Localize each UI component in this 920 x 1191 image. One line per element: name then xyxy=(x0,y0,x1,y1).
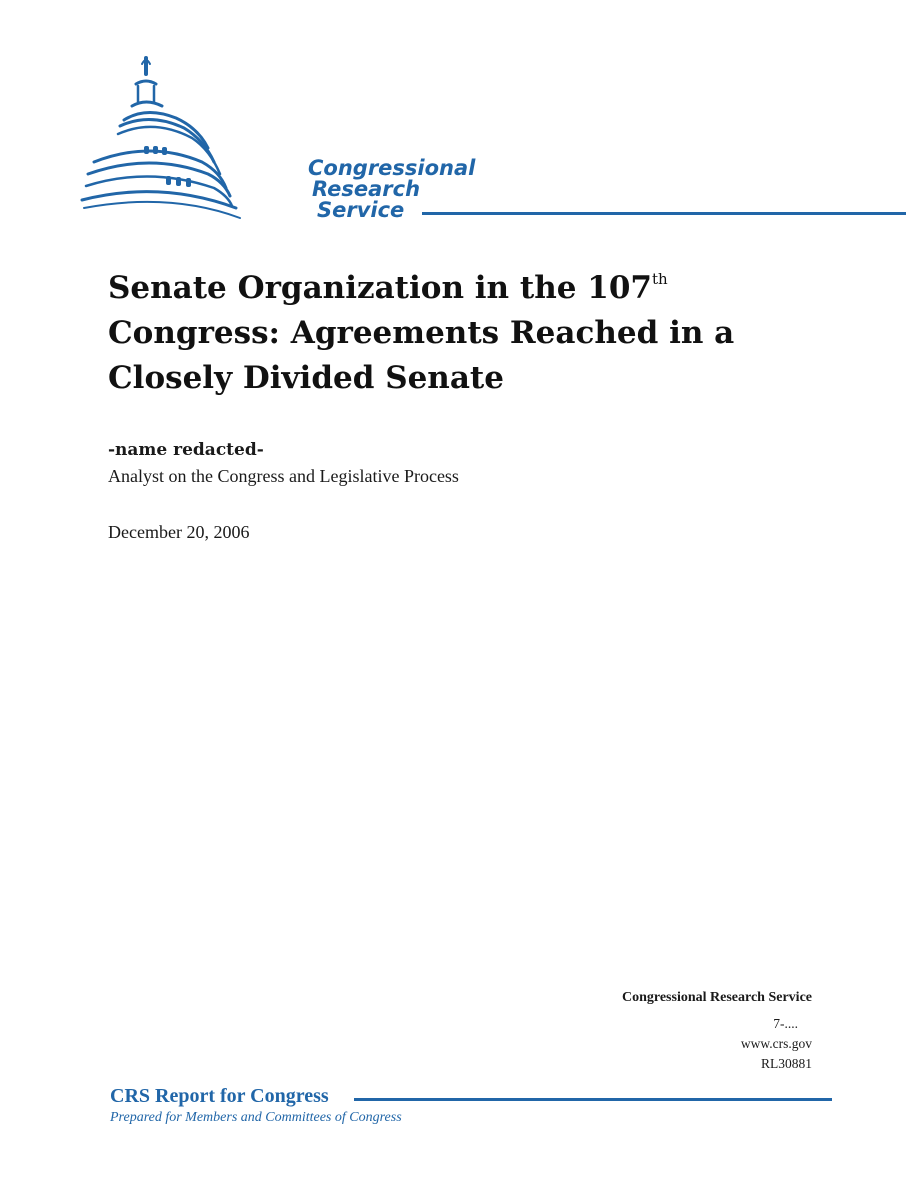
logo-text-line1: Congressional xyxy=(308,156,476,180)
crs-phone: 7-.... xyxy=(773,1016,798,1031)
crs-logo xyxy=(80,50,840,230)
publication-date: December 20, 2006 xyxy=(108,522,250,542)
author-role: Analyst on the Congress and Legislative Process xyxy=(108,466,459,486)
title-superscript: th xyxy=(651,270,668,288)
footer-rule xyxy=(354,1098,832,1101)
title-part1: Senate Organization in the 107 xyxy=(108,270,652,306)
capitol-dome-icon xyxy=(80,50,310,230)
document-title xyxy=(108,266,828,401)
logo-rule xyxy=(422,212,906,215)
author-name: -name redacted- xyxy=(108,440,264,460)
footer-title: CRS Report for Congress xyxy=(110,1085,329,1107)
report-number: RL30881 xyxy=(760,1056,812,1071)
logo-text-line2: Research xyxy=(312,177,421,201)
crs-name: Congressional Research Service xyxy=(621,990,812,1005)
logo-text-line3: Service xyxy=(317,198,405,222)
crs-url[interactable]: www.crs.gov xyxy=(740,1036,812,1051)
crs-info-block xyxy=(622,990,812,1074)
footer-subtitle: Prepared for Members and Committees of Congress xyxy=(110,1110,402,1125)
title-part2: Congress: Agreements Reached in a Closely Divided Senate xyxy=(108,315,735,396)
